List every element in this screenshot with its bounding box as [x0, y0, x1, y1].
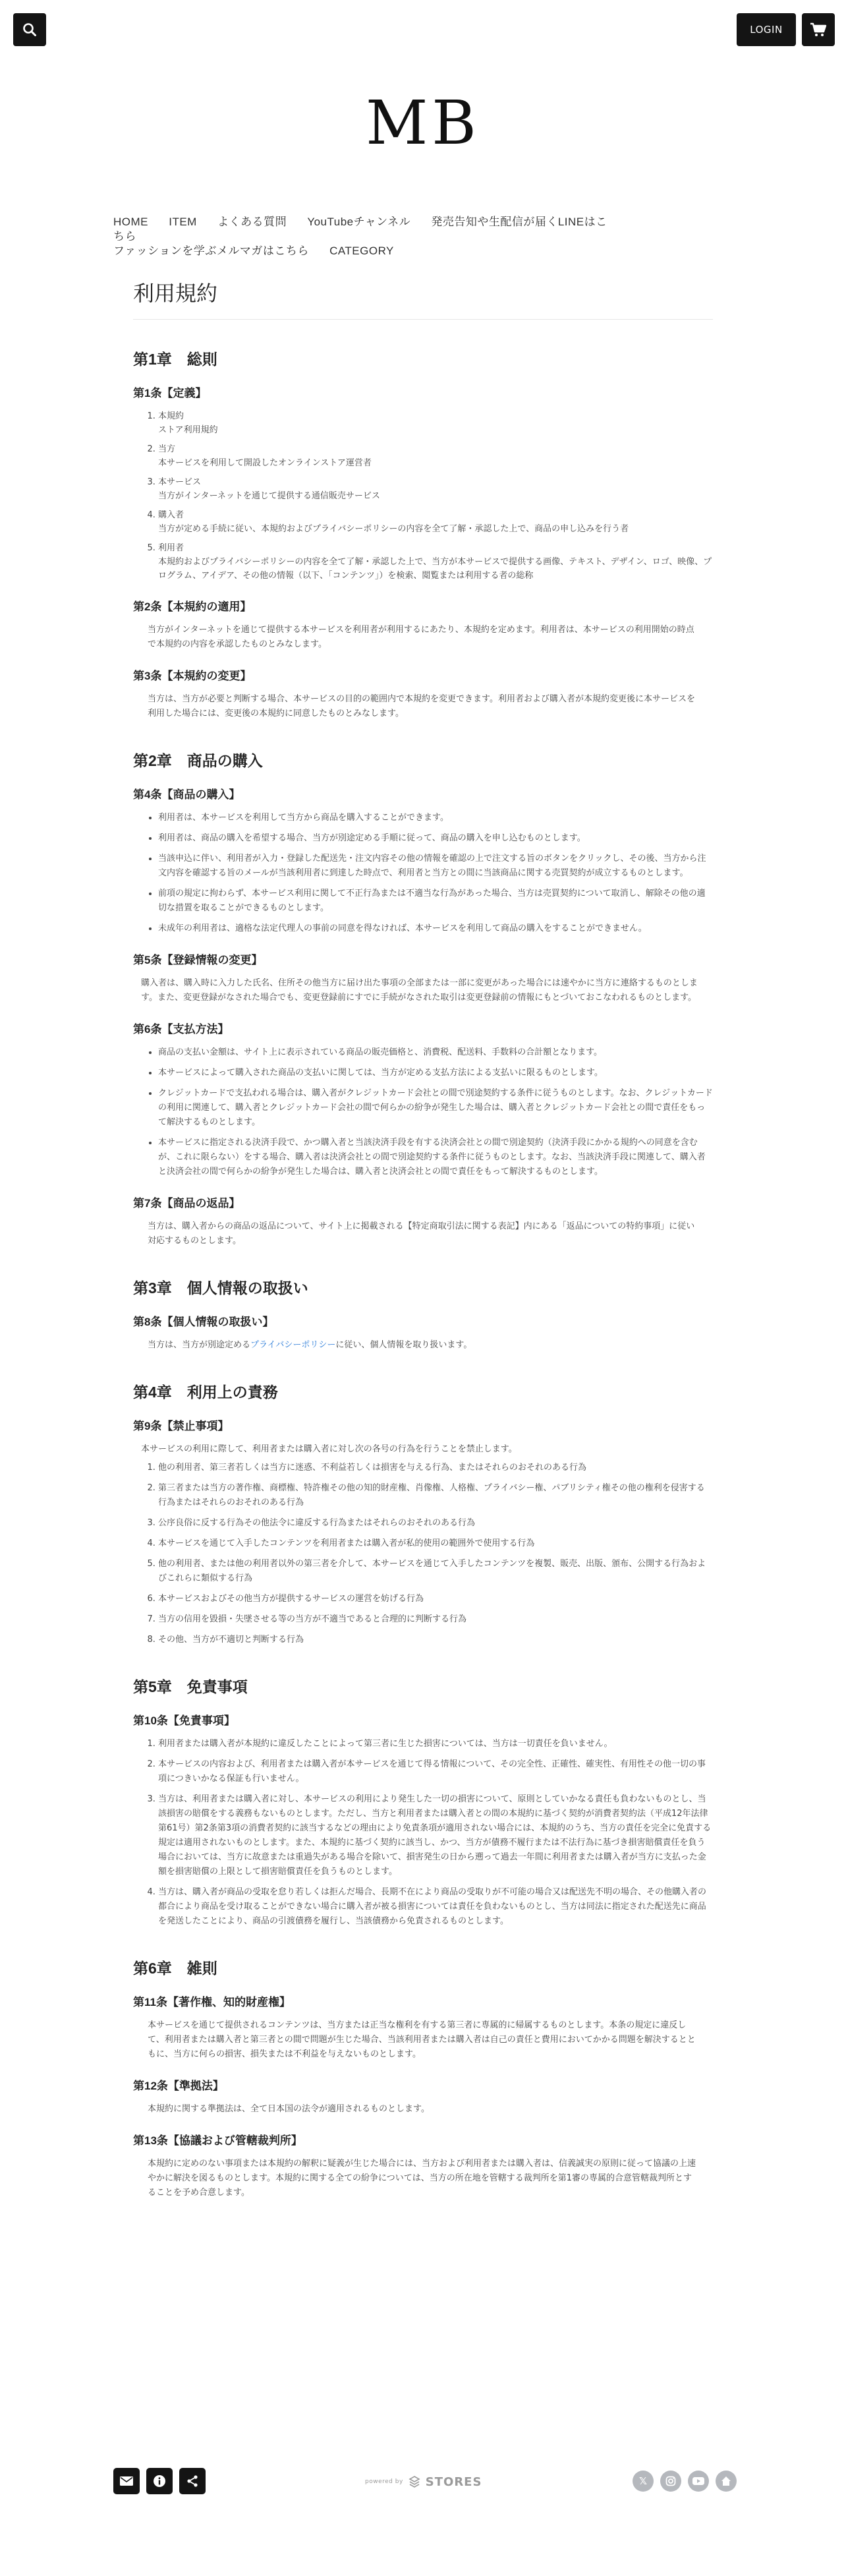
list-item [158, 541, 713, 583]
chapter-5-title: 第5章 免責事項 [133, 1678, 248, 1695]
list-item: 3. 公序良俗に反する行為その他法令に違反する行為またはそれらのおそれのある行為 [158, 1516, 713, 1531]
article-2-title: 第2条【本規約の適用】 [133, 600, 252, 613]
list-item [158, 442, 713, 470]
article-1-title: 第1条【定義】 [133, 387, 207, 399]
article-7-title: 第7条【商品の返品】 [133, 1197, 240, 1210]
article-13-title: 第13条【協議および管轄裁判所】 [133, 2134, 302, 2147]
youtube-link[interactable] [688, 2471, 709, 2492]
definition-term: 購入者 [158, 510, 184, 520]
definition-text: 当方がインターネットを通じて提供する通信販売サービス [158, 491, 380, 501]
home-icon [721, 2476, 731, 2486]
definition-term: 本規約 [158, 411, 184, 421]
list-item: 7. 当方の信用を毀損・失墜させる等の当方が不適当であると合理的に判断する行為 [158, 1612, 713, 1627]
share-button[interactable] [179, 2468, 206, 2494]
instagram-icon [665, 2476, 676, 2486]
footer [0, 2463, 846, 2502]
definition-list [133, 409, 713, 583]
list-item: 4. 本サービスを通じて入手したコンテンツを利用者または購入者が私的使用の範囲外で使用する行為 [158, 1537, 713, 1551]
mail-icon [120, 2476, 133, 2486]
list-item: • 利用者は、本サービスを利用して当方から商品を購入することができます。 [158, 811, 713, 825]
definition-text: 本規約およびプライバシーポリシーの内容を全て了解・承認した上で、当方が本サービスで提供する画像、テキスト、デザイン、ロゴ、映像、プログラム、アイデア、その他の情報（以下、「コンテンツ」）を検索、閲覧または利用する者の総称 [158, 557, 712, 581]
article-13-text: 本規約に定めのない事項または本規約の解釈に疑義が生じた場合には、当方および利用者または購入者は、信義誠実の原則に従って協議の上速やかに解決を図るものとします。本規約に関する全ての紛争については、当方の所在地を管轄する裁判所を第1審の専属的合意管轄裁判所とすることを予め合意します。 [148, 2159, 696, 2198]
article-12-text: 本規約に関する準拠法は、全て日本国の法令が適用されるものとします。 [148, 2104, 430, 2114]
article-4-title: 第4条【商品の購入】 [133, 788, 240, 801]
article-7-text: 当方は、購入者からの商品の返品について、サイト上に掲載される【特定商取引法に関する表記】内にある「返品についての特約事項」に従い対応するものとします。 [148, 1221, 695, 1246]
info-button[interactable] [146, 2468, 173, 2494]
privacy-policy-link[interactable]: プライバシーポリシー [250, 1340, 336, 1350]
article-12-title: 第12条【準拠法】 [133, 2080, 224, 2092]
disclaimer-list [133, 1737, 713, 1929]
article-5-title: 第5条【登録情報の変更】 [133, 954, 263, 966]
article-8-text-post: に従い、個人情報を取り扱います。 [335, 1340, 472, 1350]
mail-button[interactable] [113, 2468, 140, 2494]
article-3-title: 第3条【本規約の変更】 [133, 670, 252, 682]
article-8-text-pre: 当方は、当方が別途定める [148, 1340, 251, 1350]
list-item [158, 508, 713, 536]
chapter-1-title: 第1章 総則 [133, 351, 217, 368]
nav-item-category[interactable]: CATEGORY [329, 245, 394, 257]
instagram-link[interactable] [660, 2471, 681, 2492]
article-3-text: 当方は、当方が必要と判断する場合、本サービスの目的の範囲内で本規約を変更できます。利用者および購入者が本規約変更後に本サービスを利用した場合には、変更後の本規約に同意したものとみなします。 [148, 694, 695, 718]
list-item: • クレジットカードで支払われる場合は、購入者がクレジットカード会社との間で別途契約する条件に従うものとします。なお、クレジットカードの利用に関連して、購入者とクレジットカード会社の間で何らかの紛争が発生した場合は、購入者とクレジットカード会社との間で責任をもって解決するものとします。 [158, 1086, 713, 1130]
search-icon [22, 22, 37, 37]
article-8-title: 第8条【個人情報の取扱い】 [133, 1316, 274, 1328]
chapter-2-title: 第2章 商品の購入 [133, 752, 263, 769]
list-item: 2. 本サービスの内容および、利用者または購入者が本サービスを通じて得る情報について、その完全性、正確性、確実性、有用性その他一切の事項につきいかなる保証も行いません。 [158, 1757, 713, 1786]
list-item: 1. 他の利用者、第三者若しくは当方に迷惑、不利益若しくは損害を与える行為、またはそれらのおそれのある行為 [158, 1461, 713, 1475]
list-item [158, 409, 713, 437]
article-6-list [133, 1045, 713, 1179]
list-item: • 商品の支払い金額は、サイト上に表示されている商品の販売価格と、消費税、配送料、手数料の合計額となります。 [158, 1045, 713, 1060]
nav-item-line[interactable]: 発売告知や生配信が届くLINEはこちら [113, 216, 607, 243]
list-item: • 未成年の利用者は、適格な法定代理人の事前の同意を得なければ、本サービスを利用して商品の購入をすることができません。 [158, 922, 713, 936]
list-item: 8. その他、当方が不適切と判断する行為 [158, 1633, 713, 1647]
definition-term: 当方 [158, 444, 176, 454]
info-icon [153, 2474, 166, 2488]
definition-term: 利用者 [158, 543, 184, 553]
list-item: 1. 利用者または購入者が本規約に違反したことによって第三者に生じた損害については、当方は一切責任を負いません。 [158, 1737, 713, 1751]
list-item: • 本サービスによって購入された商品の支払いに関しては、当方が定める支払方法による支払いに限るものとします。 [158, 1066, 713, 1080]
list-item: 3. 当方は、利用者または購入者に対し、本サービスの利用により発生した一切の損害について、原則としていかなる責任も負わないものとし、当該損害の賠償をする義務もないものとします。ただし、当方と利用者または購入者との間の本規約に基づく契約が消費者契約法（平成12年法律第61号）第2条第3項の消費者契約に該当するなどの理由により免責条項が適用されない場合には、本規約のうち、当方の責任を完全に免責する規定は適用されないものとします。また、本規約に基づく契約に該当し、かつ、当方が債務不履行または不法行為に基づき損害賠償責任を負う場合においては、当方に故意または重過失がある場合を除いて、損害発生の日から遡って過去一年間に利用者または購入者が当方に支払った金額を損害賠償の上限として損害賠償責任を負うものとします。 [158, 1792, 713, 1879]
home-link[interactable] [716, 2471, 737, 2492]
article-11-text: 本サービスを通じて提供されるコンテンツは、当方または正当な権利を有する第三者に専属的に帰属するものとします。本条の規定に違反して、利用者または購入者と第三者との間で問題が生じた場合、当該利用者または購入者は自己の責任と費用においてかかる問題を解決するとともに、当方に何らの損害、損失または不利益を与えないものとします。 [148, 2020, 696, 2059]
list-item [158, 475, 713, 503]
nav-item-home[interactable]: HOME [113, 216, 148, 228]
nav-item-youtube[interactable]: YouTubeチャンネル [307, 216, 411, 228]
article-4-list [133, 811, 713, 936]
youtube-icon [692, 2476, 704, 2486]
nav-item-faq[interactable]: よくある質問 [217, 216, 287, 228]
article-10-title: 第10条【免責事項】 [133, 1714, 235, 1727]
article-8-text [133, 1338, 713, 1353]
search-button[interactable] [13, 13, 46, 46]
list-item: • 利用者は、商品の購入を希望する場合、当方が別途定める手順に従って、商品の購入を申し込むものとします。 [158, 831, 713, 846]
chapter-3-title: 第3章 個人情報の取扱い [133, 1279, 308, 1297]
article-5-text: 購入者は、購入時に入力した氏名、住所その他当方に届け出た事項の全部または一部に変更があった場合には速やかに当方に連絡するものとします。また、変更登録がなされた場合でも、変更登録前にすでに手続がなされた取引は変更登録前の情報にもとづいておこなわれるものとします。 [141, 978, 698, 1003]
login-button[interactable]: LOGIN [737, 13, 796, 46]
prohibited-list [133, 1461, 713, 1647]
article-6-title: 第6条【支払方法】 [133, 1023, 229, 1036]
article-2-text: 当方がインターネットを通じて提供する本サービスを利用者が利用するにあたり、本規約を定めます。利用者は、本サービスの利用開始の時点で本規約の内容を承認したものとみなします。 [148, 625, 694, 649]
chapter-6-title: 第6章 雑則 [133, 1960, 217, 1977]
definition-text: 本サービスを利用して開設したオンラインストア運営者 [158, 458, 372, 468]
terms-content [133, 277, 713, 2200]
list-item: • 前項の規定に拘わらず、本サービス利用に関して不正行為または不適当な行為があった場合、当方は売買契約について取消し、解除その他の適切な措置を取ることができるものとします。 [158, 887, 713, 916]
site-logo[interactable]: MB [366, 88, 480, 158]
nav-item-item[interactable]: ITEM [169, 216, 197, 228]
page-title: 利用規約 [133, 281, 218, 305]
x-link[interactable] [633, 2471, 654, 2492]
list-item: • 本サービスに指定される決済手段で、かつ購入者と当該決済手段を有する決済会社との間で別途契約（決済手段にかかる規約への同意を含むが、これに限らない）をする場合、購入者は決済会社との間で別途契約する条件に従うものとします。なお、当該決済手段に関連して、購入者と決済会社の間で何らかの紛争が発生した場合は、購入者と決済会社との間で責任をもって解決するものとします。 [158, 1136, 713, 1179]
divider [133, 319, 713, 320]
list-item: 5. 他の利用者、または他の利用者以外の第三者を介して、本サービスを通じて入手したコンテンツを複製、販売、出版、頒布、公開する行為およびこれらに類似する行為 [158, 1557, 713, 1586]
share-icon [186, 2474, 199, 2488]
definition-term: 本サービス [158, 477, 202, 487]
top-bar [0, 0, 846, 61]
article-9-title: 第9条【禁止事項】 [133, 1420, 229, 1432]
stores-logo-icon [409, 2476, 420, 2488]
chapter-4-title: 第4章 利用上の責務 [133, 1384, 278, 1401]
main-nav [113, 215, 614, 258]
powered-by-stores[interactable] [365, 2474, 490, 2489]
list-item: 2. 第三者または当方の著作権、商標権、特許権その他の知的財産権、肖像権、人格権、プライバシー権、パブリシティ権その他の権利を侵害する行為またはそれらのおそれのある行為 [158, 1481, 713, 1510]
nav-item-newsletter[interactable]: ファッションを学ぶメルマガはこちら [113, 245, 309, 257]
nav-second-row [113, 244, 614, 258]
cart-icon [810, 22, 827, 38]
stores-brand: STORES [425, 2474, 482, 2489]
list-item: 4. 当方は、購入者が商品の受取を怠り若しくは拒んだ場合、長期不在により商品の受取りが不可能の場合又は配送先不明の場合、その他購入者の都合により商品を受け取ることができない場合に購入者が被る損害については責任を負わないものとし、当方は同法に指定された配送先に商品を発送したことにより、商品の引渡債務を履行し、当該債務から免責されるものとします。 [158, 1885, 713, 1929]
list-item: • 当該申込に伴い、利用者が入力・登録した配送先・注文内容その他の情報を確認の上で注文する旨のボタンをクリックし、その後、当方から注文内容を確認する旨のメールが当該利用者に到達した時点で、利用者と当方との間に当該商品に関する売買契約が成立するものとします。 [158, 852, 713, 881]
list-item: 6. 本サービスおよびその他当方が提供するサービスの運営を妨げる行為 [158, 1592, 713, 1606]
article-11-title: 第11条【著作権、知的財産権】 [133, 1996, 291, 2008]
definition-text: 当方が定める手続に従い、本規約およびプライバシーポリシーの内容を全て了解・承認した上で、商品の申し込みを行う者 [158, 524, 629, 534]
powered-by-label: powered by [365, 2478, 403, 2485]
definition-text: ストア利用規約 [158, 425, 218, 435]
x-icon: 𝕏 [638, 2475, 648, 2487]
cart-button[interactable] [802, 13, 835, 46]
article-9-intro: 本サービスの利用に際して、利用者または購入者に対し次の各号の行為を行うことを禁止します。 [141, 1444, 517, 1454]
